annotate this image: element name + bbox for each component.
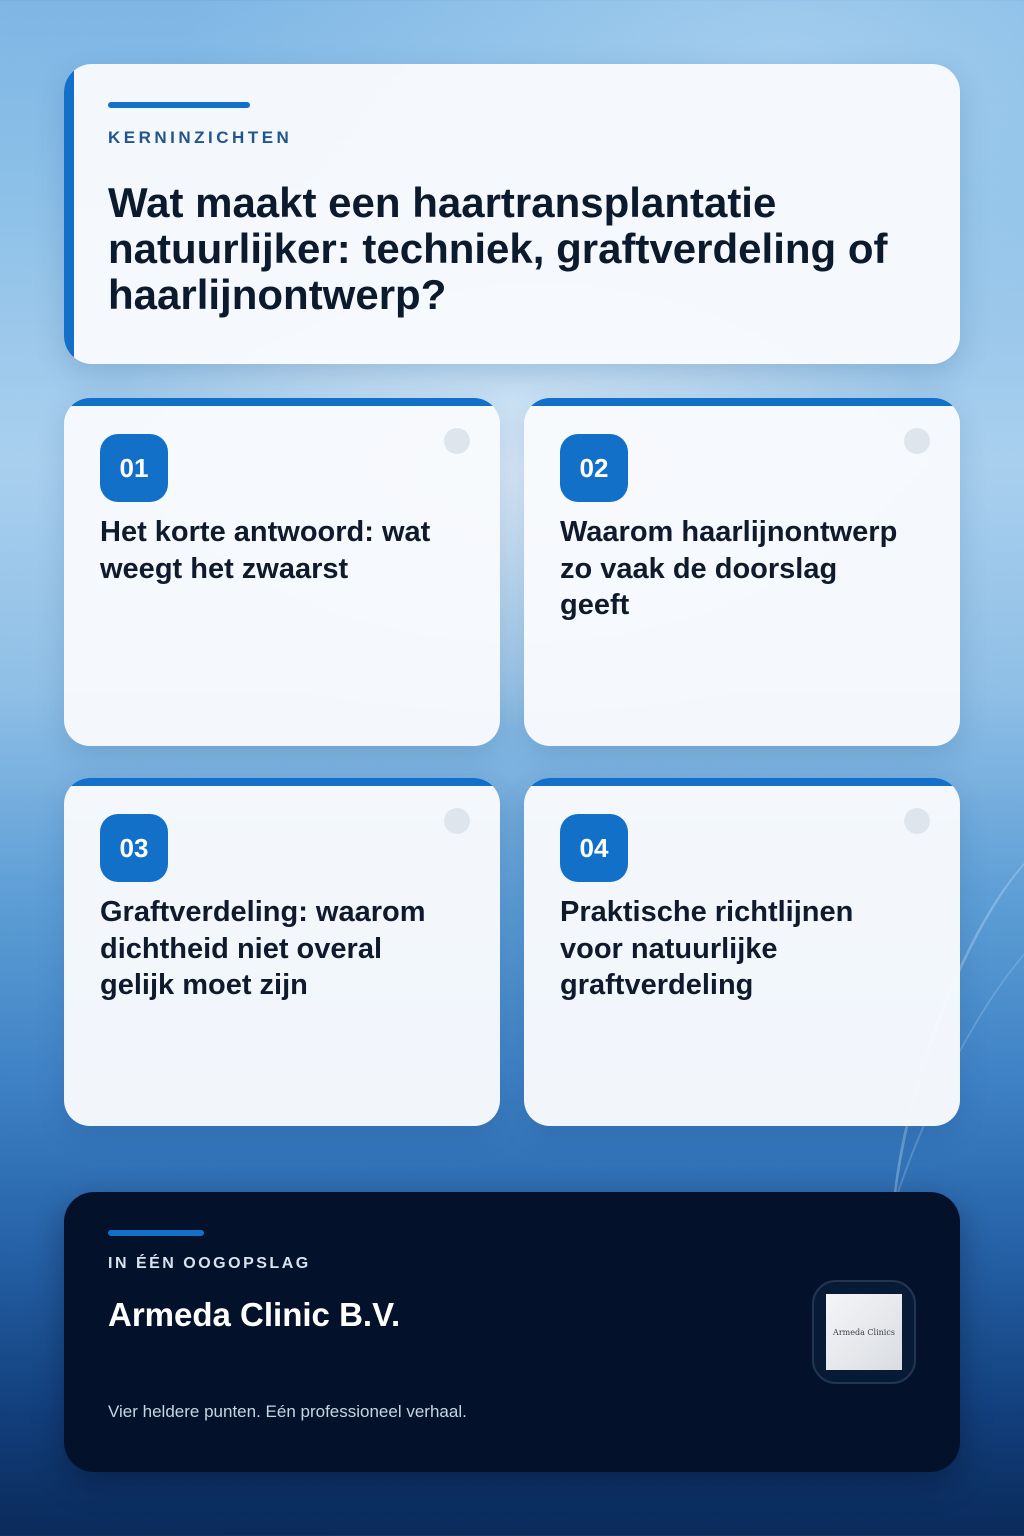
card-dot-icon (444, 808, 470, 834)
footer-accent-line (108, 1230, 204, 1236)
header-card (64, 64, 960, 364)
header-accent-line (108, 102, 250, 108)
insight-card-2 (524, 398, 960, 746)
insight-card-4 (524, 778, 960, 1126)
card-top-bar (64, 398, 500, 406)
page-title: Wat maakt een haartransplantatie natuurlijker: techniek, graftverdeling of haarlijnontwerp? (108, 179, 888, 318)
card-title: Praktische richtlijnen voor natuurlijke graftverdeling (560, 896, 854, 1001)
footer-panel (64, 1192, 960, 1472)
card-top-bar (64, 778, 500, 786)
card-number-badge: 02 (560, 434, 628, 502)
card-dot-icon (904, 428, 930, 454)
company-name: Armeda Clinic B.V. (108, 1296, 401, 1333)
footer-tagline: Vier heldere punten. Eén professioneel verhaal. (108, 1402, 467, 1421)
card-title: Graftverdeling: waarom dichtheid niet overal gelijk moet zijn (100, 896, 426, 1001)
card-dot-icon (904, 808, 930, 834)
card-title: Het korte antwoord: wat weegt het zwaarst (100, 516, 431, 585)
insight-card-1 (64, 398, 500, 746)
company-logo (826, 1294, 902, 1370)
card-number-badge: 03 (100, 814, 168, 882)
insight-card-3 (64, 778, 500, 1126)
card-title: Waarom haarlijnontwerp zo vaak de doorslag geeft (560, 516, 898, 621)
card-top-bar (524, 398, 960, 406)
logo-frame (812, 1280, 916, 1384)
card-dot-icon (444, 428, 470, 454)
card-top-bar (524, 778, 960, 786)
card-number-badge: 01 (100, 434, 168, 502)
logo-text: Armeda Clinics (833, 1327, 895, 1337)
card-number-badge: 04 (560, 814, 628, 882)
header-eyebrow: KERNINZICHTEN (108, 128, 293, 147)
footer-eyebrow: IN ÉÉN OOGOPSLAG (108, 1255, 311, 1272)
header-side-bar (64, 64, 74, 364)
